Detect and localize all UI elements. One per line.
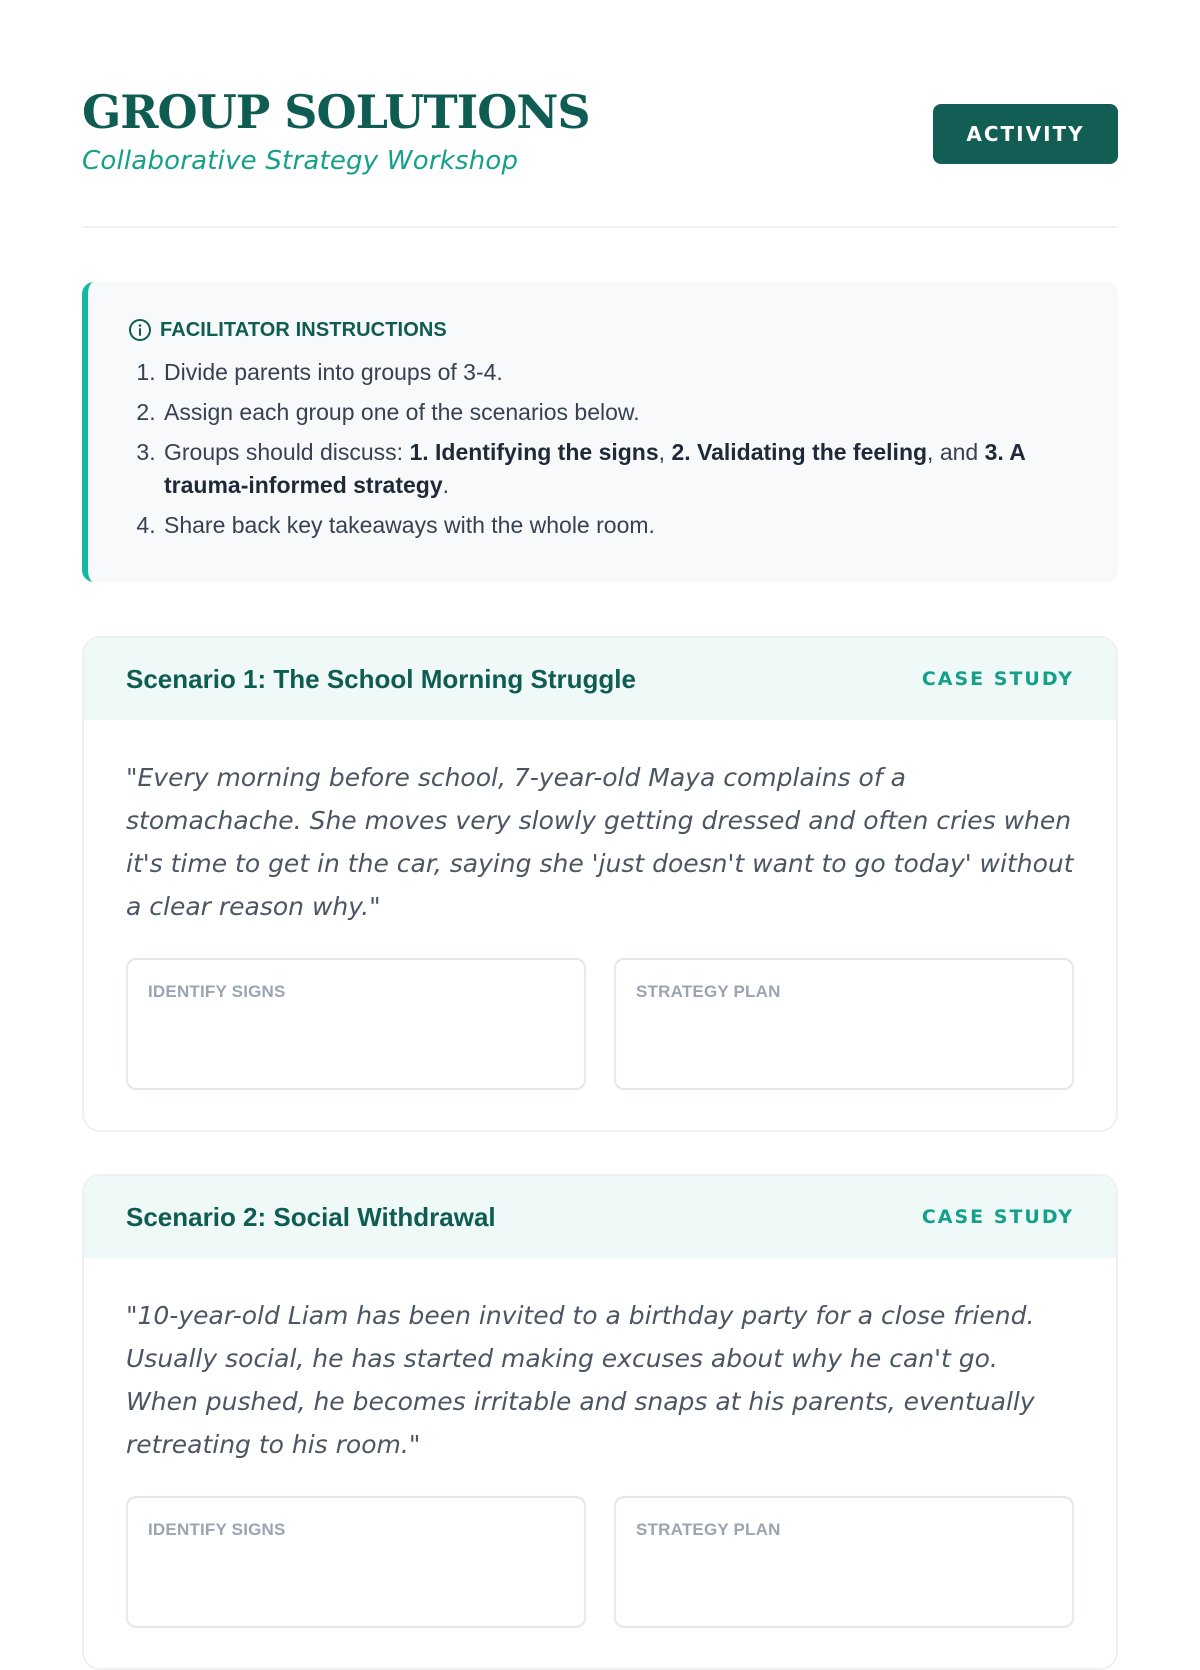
step3-separator-2: , and — [927, 439, 985, 465]
scenario-body — [84, 1258, 1116, 1668]
scenario-body — [84, 720, 1116, 1130]
page-header — [82, 0, 1118, 178]
instructions-header — [128, 318, 1078, 342]
scenario-title: Scenario 2: Social Withdrawal — [126, 1201, 496, 1232]
case-study-label: CASE STUDY — [921, 668, 1074, 690]
scenario-header — [84, 1176, 1116, 1258]
identify-signs-box[interactable] — [126, 958, 586, 1090]
scenario-card-1 — [82, 636, 1118, 1132]
title-block — [82, 84, 590, 178]
header-divider — [82, 226, 1118, 228]
strategy-plan-label: STRATEGY PLAN — [636, 1520, 781, 1539]
instruction-step-4: 4. Share back key takeaways with the whole room. — [162, 509, 1078, 542]
identify-signs-label: IDENTIFY SIGNS — [148, 1520, 286, 1539]
info-icon — [128, 318, 152, 342]
identify-signs-box[interactable] — [126, 1496, 586, 1628]
answer-boxes — [126, 1496, 1074, 1628]
scenario-quote: "Every morning before school, 7-year-old Maya complains of a stomachache. She moves very slowly getting dressed and often cries when it's time to get in the car, saying she 'just doesn't want to go today' without a clear reason why." — [126, 763, 1074, 921]
instruction-step-1: 1. Divide parents into groups of 3-4. — [162, 356, 1078, 389]
step3-point-3: 3. A trauma-informed strategy — [164, 439, 1026, 498]
case-study-label: CASE STUDY — [921, 1206, 1074, 1228]
scenario-title: Scenario 1: The School Morning Struggle — [126, 663, 636, 694]
answer-boxes — [126, 958, 1074, 1090]
instruction-step-3 — [162, 436, 1078, 502]
instructions-title: FACILITATOR INSTRUCTIONS — [160, 318, 447, 341]
step3-prefix: Groups should discuss: — [164, 439, 410, 465]
step3-point-1: 1. Identifying the signs — [409, 439, 659, 465]
step3-end: . — [442, 472, 450, 498]
facilitator-instructions — [82, 282, 1118, 582]
step3-point-2: 2. Validating the feeling — [671, 439, 928, 465]
instruction-step-2: 2. Assign each group one of the scenarios below. — [162, 396, 1078, 429]
strategy-plan-box[interactable] — [614, 1496, 1074, 1628]
strategy-plan-label: STRATEGY PLAN — [636, 982, 781, 1001]
scenario-quote: "10-year-old Liam has been invited to a birthday party for a close friend. Usually social, he has started making excuses about why he can't go. When pushed, he becomes irritable and snaps at his parents, eventually retreating to his room." — [126, 1301, 1035, 1459]
activity-badge: ACTIVITY — [933, 104, 1118, 164]
strategy-plan-box[interactable] — [614, 958, 1074, 1090]
scenario-header — [84, 638, 1116, 720]
step3-separator-1: , — [658, 439, 672, 465]
page-subtitle: Collaborative Strategy Workshop — [82, 146, 519, 176]
scenario-card-2 — [82, 1174, 1118, 1670]
identify-signs-label: IDENTIFY SIGNS — [148, 982, 286, 1001]
page-title: GROUP SOLUTIONS — [82, 85, 590, 139]
instructions-list — [128, 356, 1078, 542]
